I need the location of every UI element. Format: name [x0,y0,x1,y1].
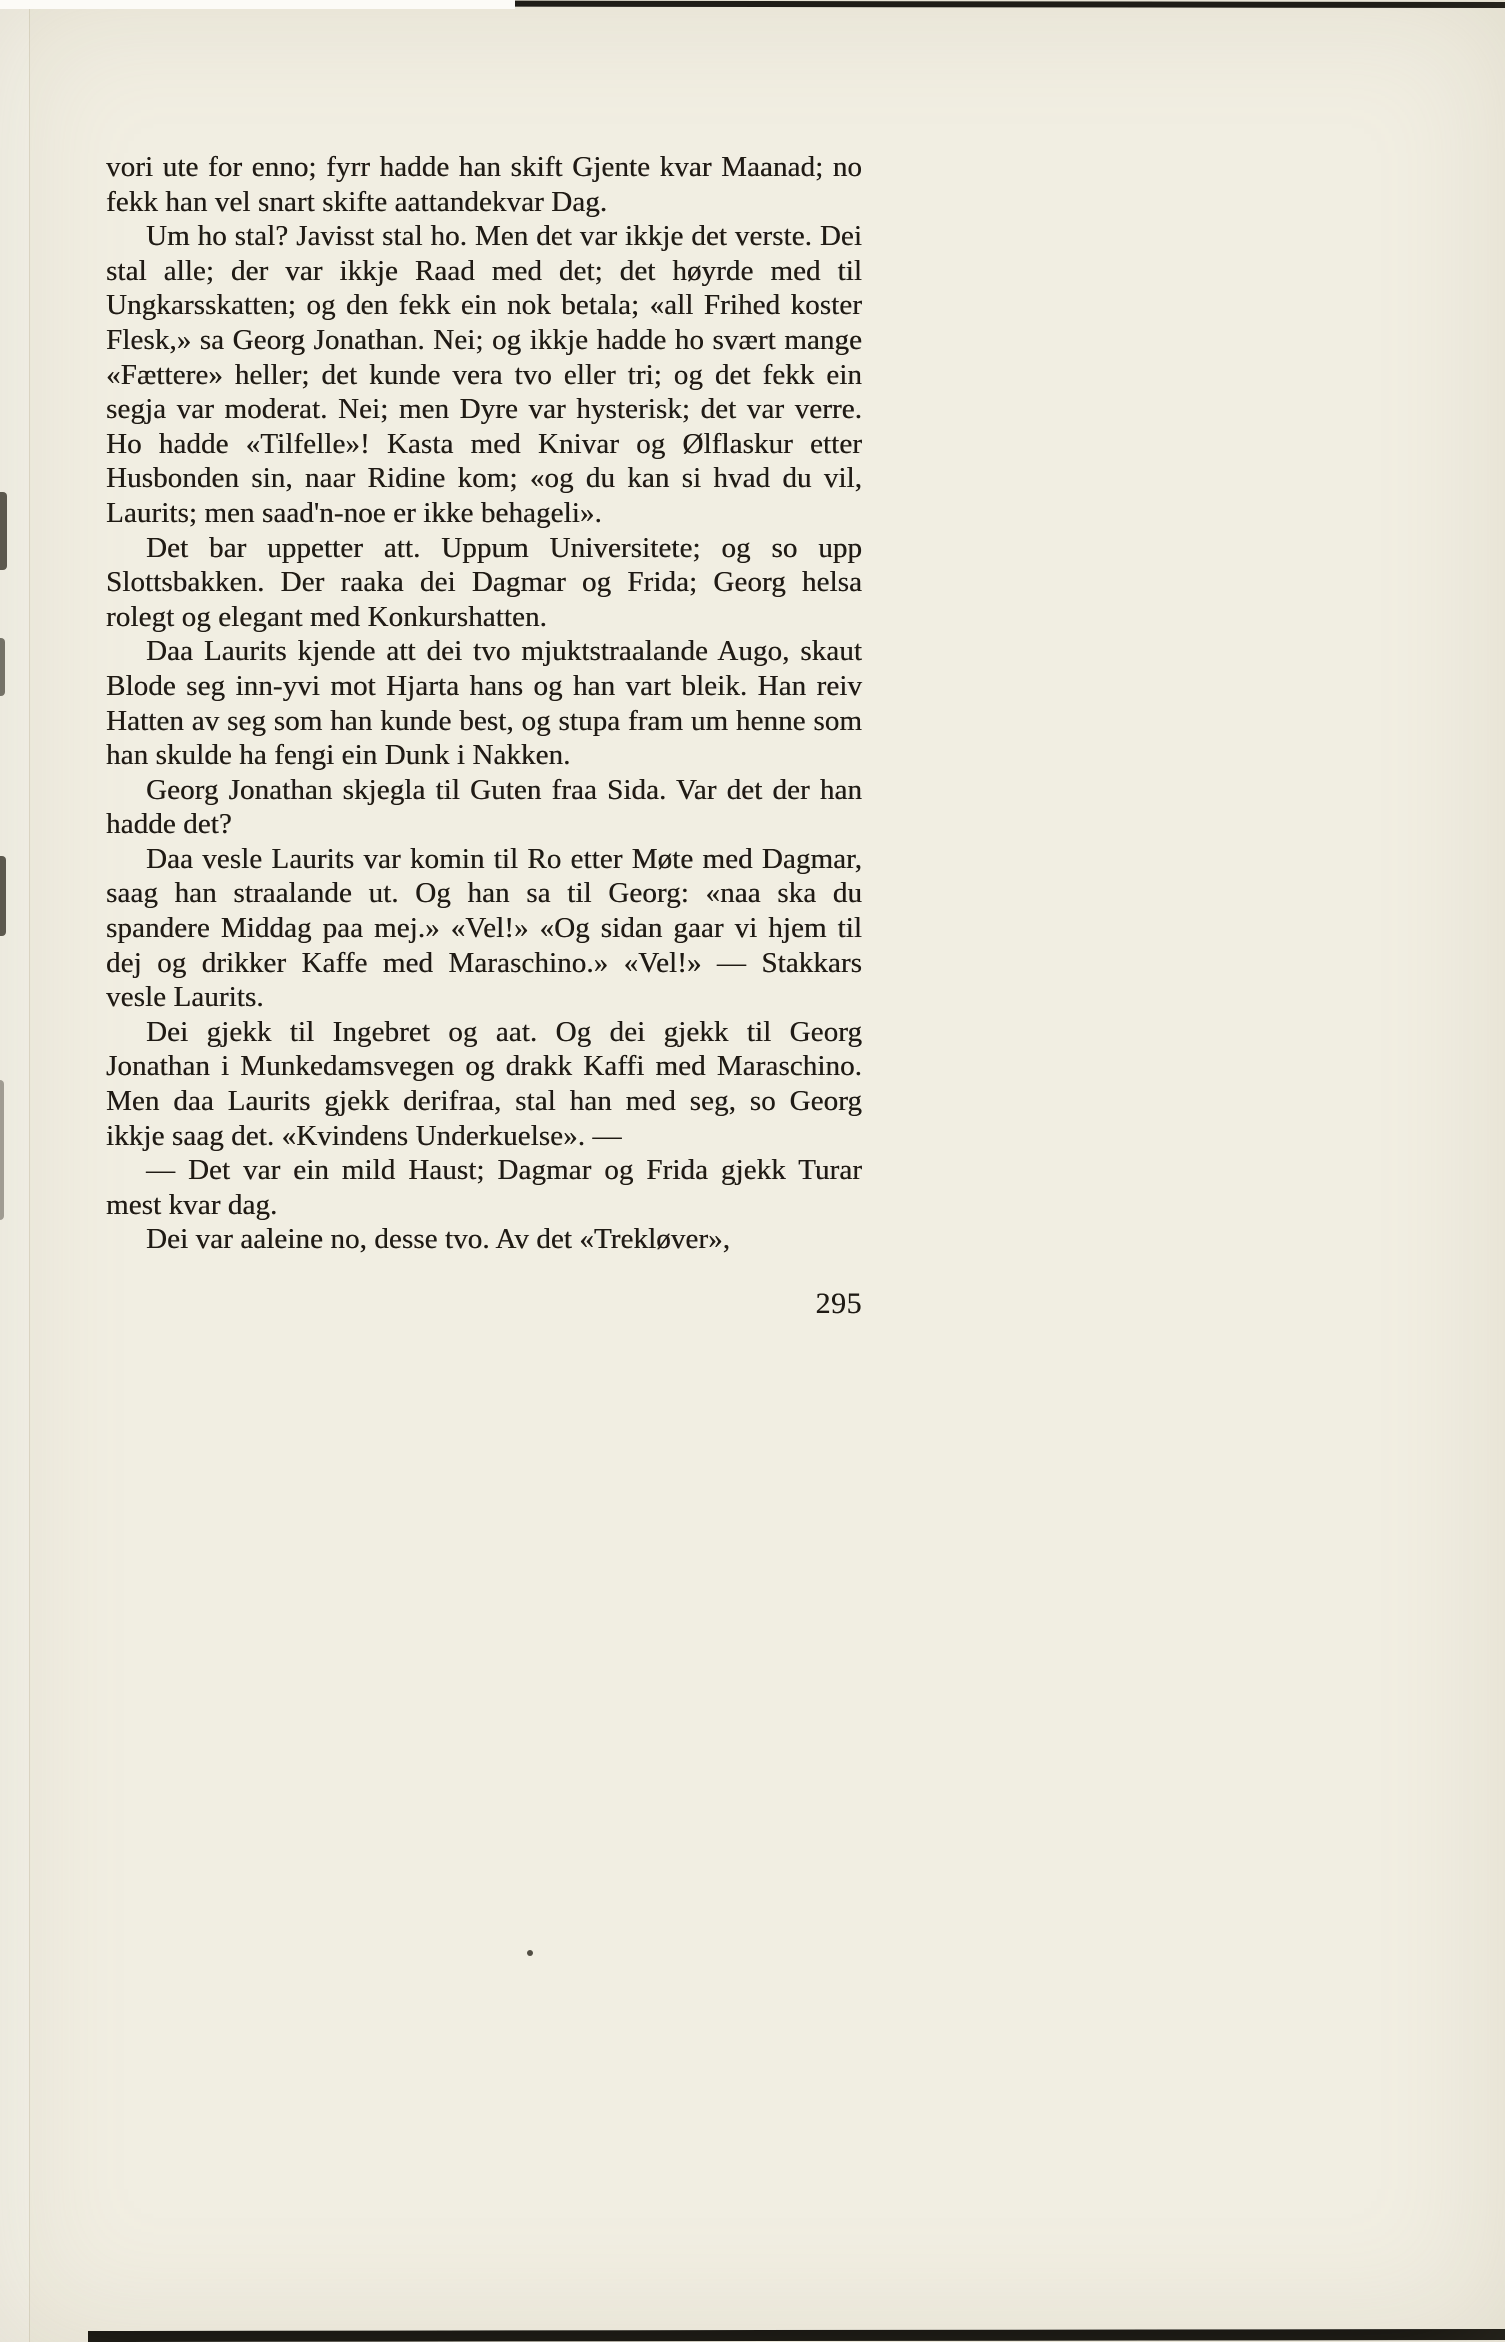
paragraph: — Det var ein mild Haust; Dagmar og Frida gjekk Turar mest kvar dag. [106,1154,862,1221]
page-content [106,150,862,1321]
page-left-edge [0,0,30,2342]
scan-smudge [0,638,5,696]
page-number: 295 [815,1287,862,1320]
paragraph: Daa vesle Laurits var komin til Ro etter Møte med Dagmar, saag han straalande ut. Og han sa til Georg: «naa ska du spandere Middag paa mej.» «Vel!» «Og sidan gaar vi hjem til dej og drikker Kaffe med Maraschino.» «Vel!» — Stakkars vesle Laurits. [106,842,862,1014]
paragraph: Dei var aaleine no, desse tvo. Av det «Trekløver», [146,1223,731,1256]
paragraph: Um ho stal? Javisst stal ho. Men det var ikkje det verste. Dei stal alle; der var ikkje Raad med det; det høyrde med til Ungkarsskatten; og den fekk ein nok betala; «all Frihed koster Flesk,» sa Georg Jonathan. Nei; og ikkje hadde ho svært mange «Fættere» heller; det kunde vera tvo eller tri; og det fekk ein segja var moderat. Nei; men Dyre var hysterisk; det var verre. Ho hadde «Tilfelle»! Kasta med Knivar og Ølflaskur etter Husbonden sin, naar Ridine kom; «og du kan si hvad du vil, Laurits; men saad'n-noe er ikke behageli». [106,220,862,529]
scan-smudge [0,1080,4,1220]
paragraph: Det bar uppetter att. Uppum Universitete; og so upp Slottsbakken. Der raaka dei Dagmar og Frida; Georg helsa rolegt og elegant med Konkurshatten. [106,531,862,633]
ink-speck [527,1950,533,1956]
page-text-block [106,150,862,1257]
paragraph: Georg Jonathan skjegla til Guten fraa Sida. Var det der han hadde det? [106,773,862,841]
paragraph: Daa Laurits kjende att dei tvo mjuktstraalande Augo, skaut Blode seg inn-yvi mot Hjarta hans og han vart bleik. Han reiv Hatten av seg som han kunde best, og stupa fram um henne som han skulde ha fengi ein Dunk i Nakken. [106,635,862,772]
scan-smudge [0,492,7,570]
paragraph: Dei gjekk til Ingebret og aat. Og dei gjekk til Georg Jonathan i Munkedamsvegen og drakk Kaffi med Maraschino. Men daa Laurits gjekk derifraa, stal han med seg, so Georg ikkje saag det. «Kvindens Underkuelse». — [106,1015,862,1152]
scan-edge-bottom-line [88,2329,1505,2342]
scan-edge-top-white [0,0,515,9]
scan-smudge [0,856,6,936]
paragraph: vori ute for enno; fyrr hadde han skift Gjente kvar Maanad; no fekk han vel snart skifte aattandekvar Dag. [106,151,862,218]
